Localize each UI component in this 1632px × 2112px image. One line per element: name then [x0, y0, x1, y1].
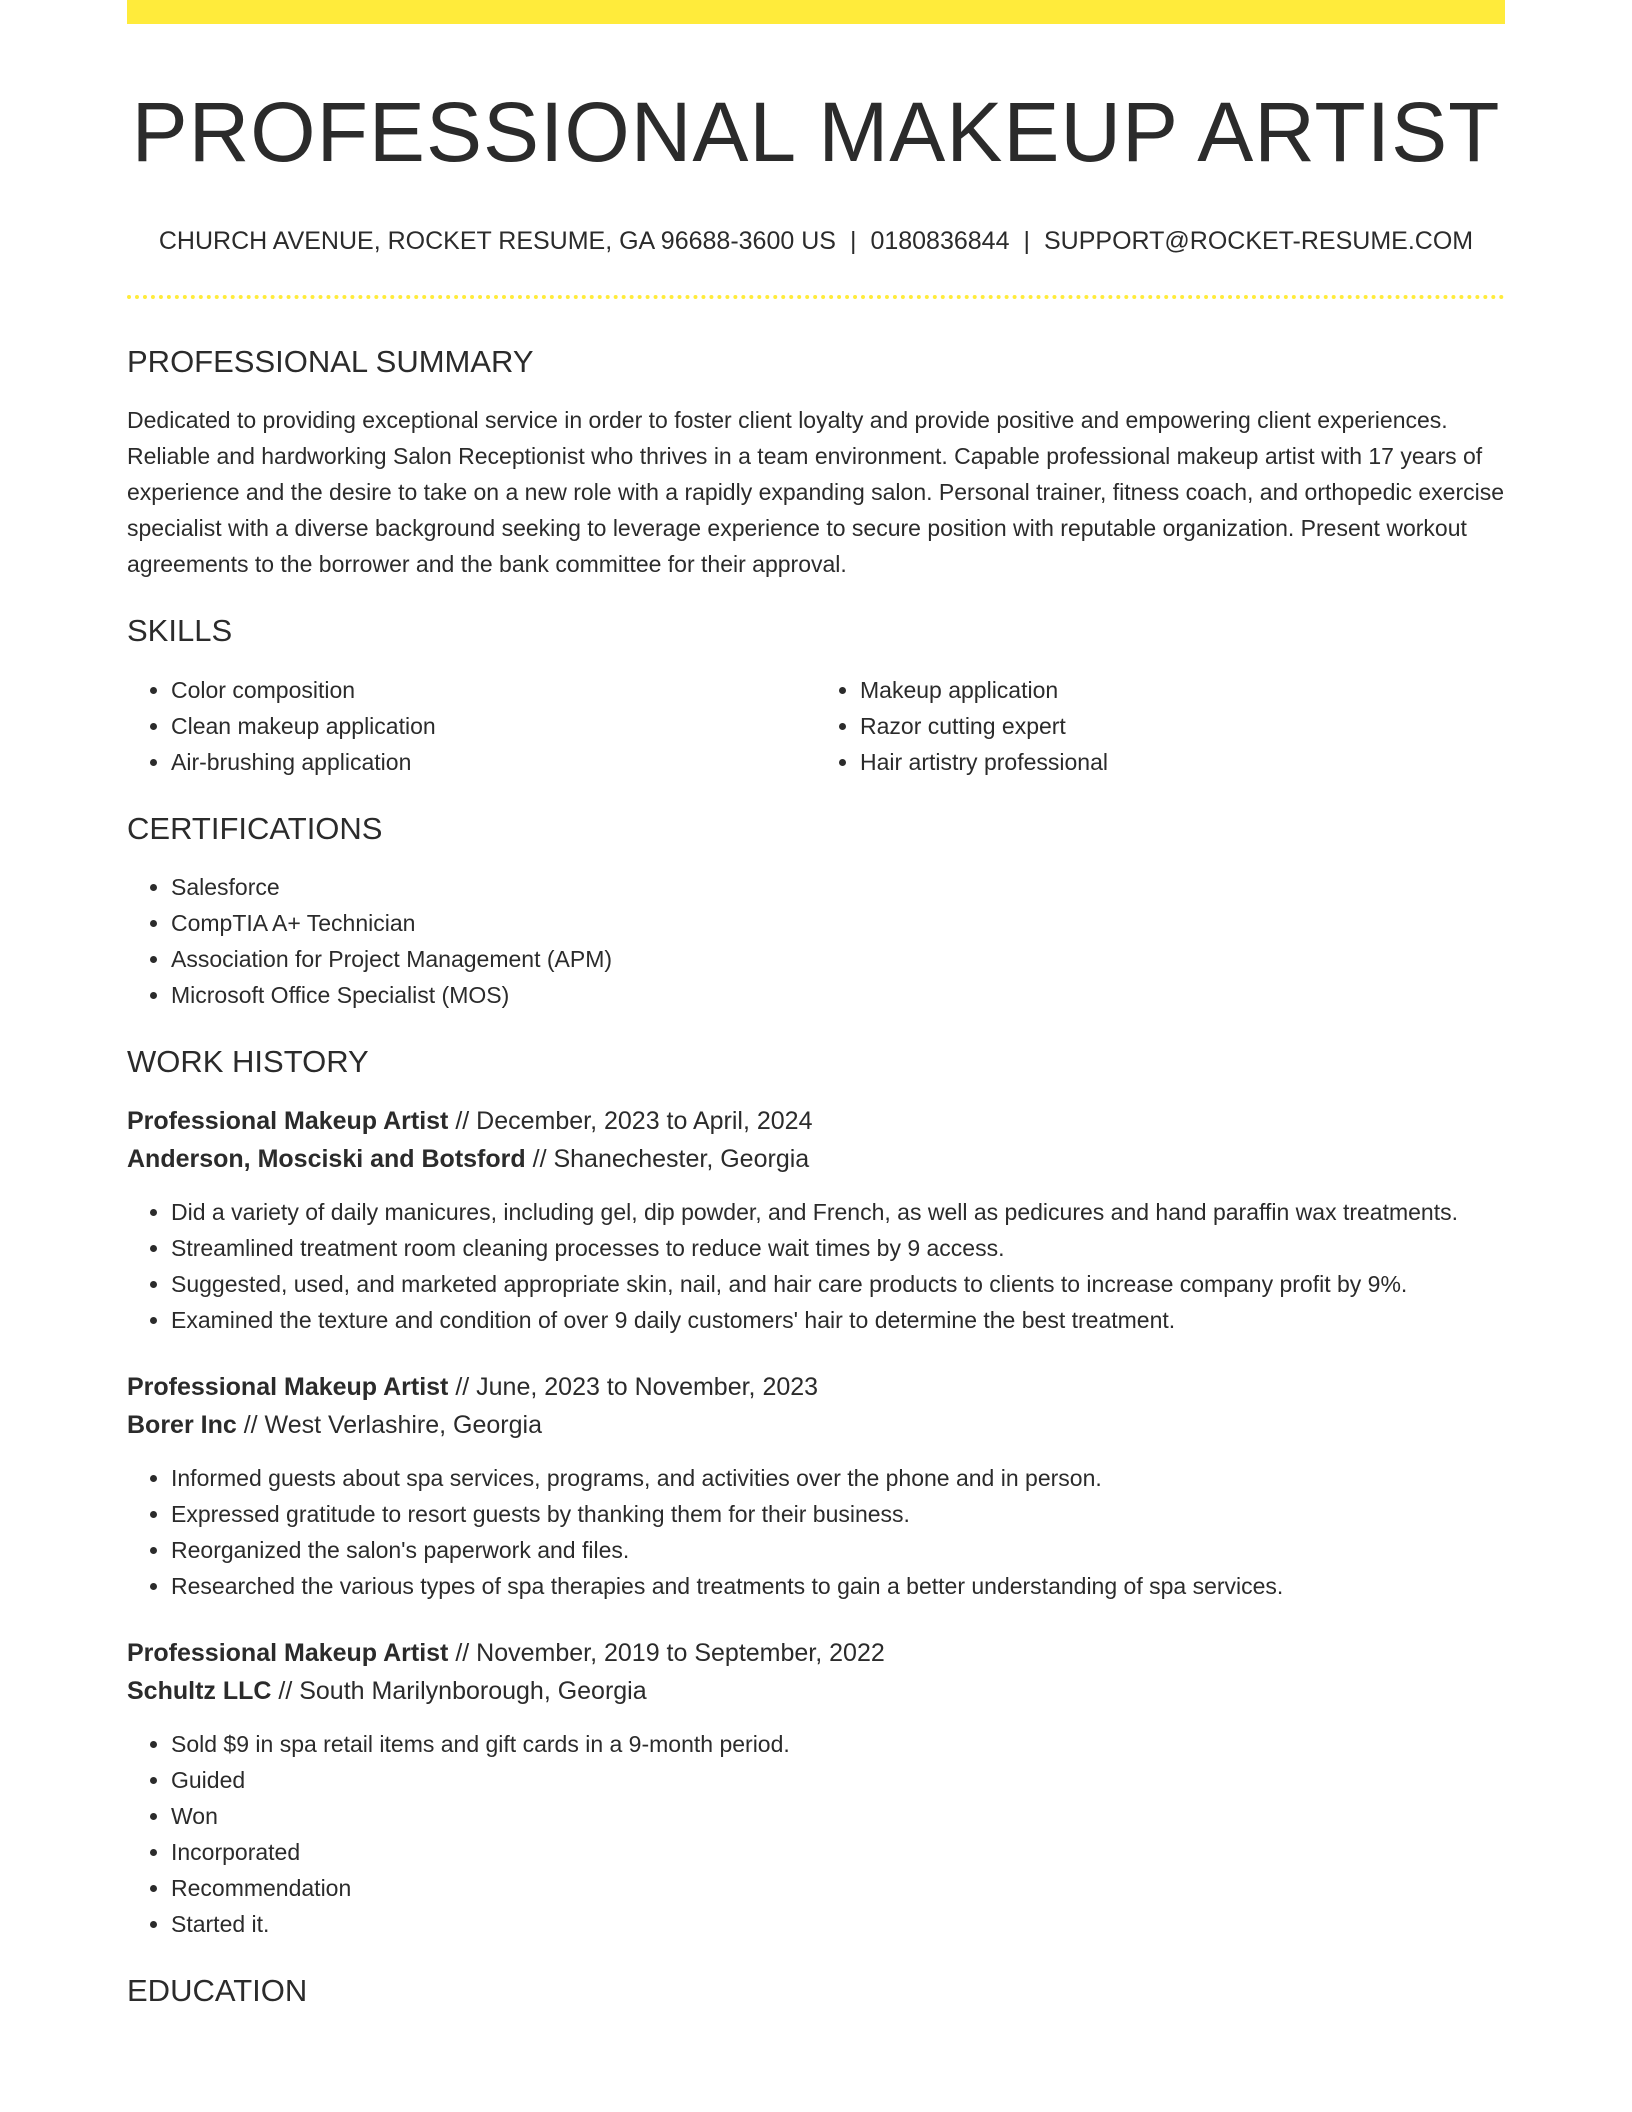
certifications-list	[127, 869, 1505, 1013]
contact-phone: 0180836844	[870, 226, 1010, 255]
job-bullet: • Recommendation	[171, 1870, 1505, 1906]
certification-item: • CompTIA A+ Technician	[171, 905, 1505, 941]
section-title-certifications: CERTIFICATIONS	[127, 810, 383, 846]
job-bullet: • Examined the texture and condition of over 9 daily customers' hair to determine the best treatment.	[171, 1302, 1505, 1338]
contact-email: SUPPORT@ROCKET-RESUME.COM	[1043, 226, 1474, 255]
section-title-summary: PROFESSIONAL SUMMARY	[127, 344, 534, 380]
certification-item: • Salesforce	[171, 869, 1505, 905]
candidate-name: PROFESSIONAL MAKEUP ARTIST	[131, 85, 1501, 179]
job-company-line	[127, 1140, 1505, 1178]
skills-grid	[127, 672, 1505, 780]
job-bullet: • Won	[171, 1798, 1505, 1834]
skills-list-right	[816, 672, 1505, 780]
job-bullet: • Incorporated	[171, 1834, 1505, 1870]
job-dates: // November, 2019 to September, 2022	[448, 1639, 885, 1668]
job-location: // West Verlashire, Georgia	[236, 1411, 542, 1440]
skill-item: • Hair artistry professional	[860, 744, 1505, 780]
job-bullet: • Informed guests about spa services, programs, and activities over the phone and in person.	[171, 1460, 1505, 1496]
certification-item: • Microsoft Office Specialist (MOS)	[171, 977, 1505, 1013]
job-bullet: • Sold $9 in spa retail items and gift cards in a 9-month period.	[171, 1726, 1505, 1762]
summary-text: Dedicated to providing exceptional service in order to foster client loyalty and provide positive and empowering client experiences. Reliable and hardworking Salon Receptionist who thrives in a team environment. Capable professional makeup artist with 17 years of experience and the desire to take on a new role with a rapidly expanding salon. Personal trainer, fitness coach, and orthopedic exercise specialist with a diverse background seeking to leverage experience to secure position with reputable organization. Present workout agreements to the borrower and the bank committee for their approval.	[127, 407, 1505, 578]
job-role: Professional Makeup Artist	[127, 1107, 449, 1136]
job-bullets	[127, 1460, 1505, 1604]
job-bullet: • Reorganized the salon's paperwork and files.	[171, 1532, 1505, 1568]
job-company-line	[127, 1672, 1505, 1710]
job-location: // South Marilynborough, Georgia	[271, 1677, 647, 1706]
job-company: Borer Inc	[127, 1411, 237, 1440]
section-title-skills: SKILLS	[127, 613, 233, 649]
job-bullet: • Guided	[171, 1762, 1505, 1798]
job-entry	[127, 1634, 1505, 1942]
skill-item: • Clean makeup application	[171, 708, 816, 744]
section-title-education: EDUCATION	[127, 1973, 308, 2009]
certification-item: • Association for Project Management (APM)	[171, 941, 1505, 977]
job-entry	[127, 1102, 1505, 1338]
contact-line	[127, 225, 1505, 258]
resume-page	[127, 0, 1505, 2009]
job-role: Professional Makeup Artist	[127, 1373, 449, 1402]
job-bullet: • Streamlined treatment room cleaning processes to reduce wait times by 9 access.	[171, 1230, 1505, 1266]
job-title-line	[127, 1102, 1505, 1140]
job-dates: // June, 2023 to November, 2023	[448, 1373, 819, 1402]
job-entry	[127, 1368, 1505, 1604]
skill-item: • Color composition	[171, 672, 816, 708]
contact-separator: |	[849, 226, 857, 255]
job-title-line	[127, 1368, 1505, 1406]
contact-address: CHURCH AVENUE, ROCKET RESUME, GA 96688-3600 US	[158, 226, 836, 255]
section-title-work-history: WORK HISTORY	[127, 1043, 369, 1079]
job-company-line	[127, 1406, 1505, 1444]
job-title-line	[127, 1634, 1505, 1672]
job-bullet: • Researched the various types of spa therapies and treatments to gain a better understanding of spa services.	[171, 1568, 1505, 1604]
job-company: Schultz LLC	[127, 1677, 272, 1706]
job-bullet: • Expressed gratitude to resort guests by thanking them for their business.	[171, 1496, 1505, 1532]
job-company: Anderson, Mosciski and Botsford	[127, 1145, 526, 1174]
job-dates: // December, 2023 to April, 2024	[448, 1107, 813, 1136]
dotted-divider	[127, 295, 1505, 299]
job-bullet: • Started it.	[171, 1906, 1505, 1942]
accent-top-bar	[127, 0, 1505, 24]
job-role: Professional Makeup Artist	[127, 1639, 449, 1668]
skill-item: • Air-brushing application	[171, 744, 816, 780]
job-bullet: • Did a variety of daily manicures, including gel, dip powder, and French, as well as pedicures and hand paraffin wax treatments.	[171, 1194, 1505, 1230]
skill-item: • Razor cutting expert	[860, 708, 1505, 744]
job-location: // Shanechester, Georgia	[525, 1145, 810, 1174]
job-bullets	[127, 1194, 1505, 1338]
contact-separator: |	[1023, 226, 1030, 255]
skill-item: • Makeup application	[860, 672, 1505, 708]
job-bullets	[127, 1726, 1505, 1942]
job-bullet: • Suggested, used, and marketed appropriate skin, nail, and hair care products to clients to increase company profit by 9%.	[171, 1266, 1505, 1302]
skills-list-left	[127, 672, 816, 780]
